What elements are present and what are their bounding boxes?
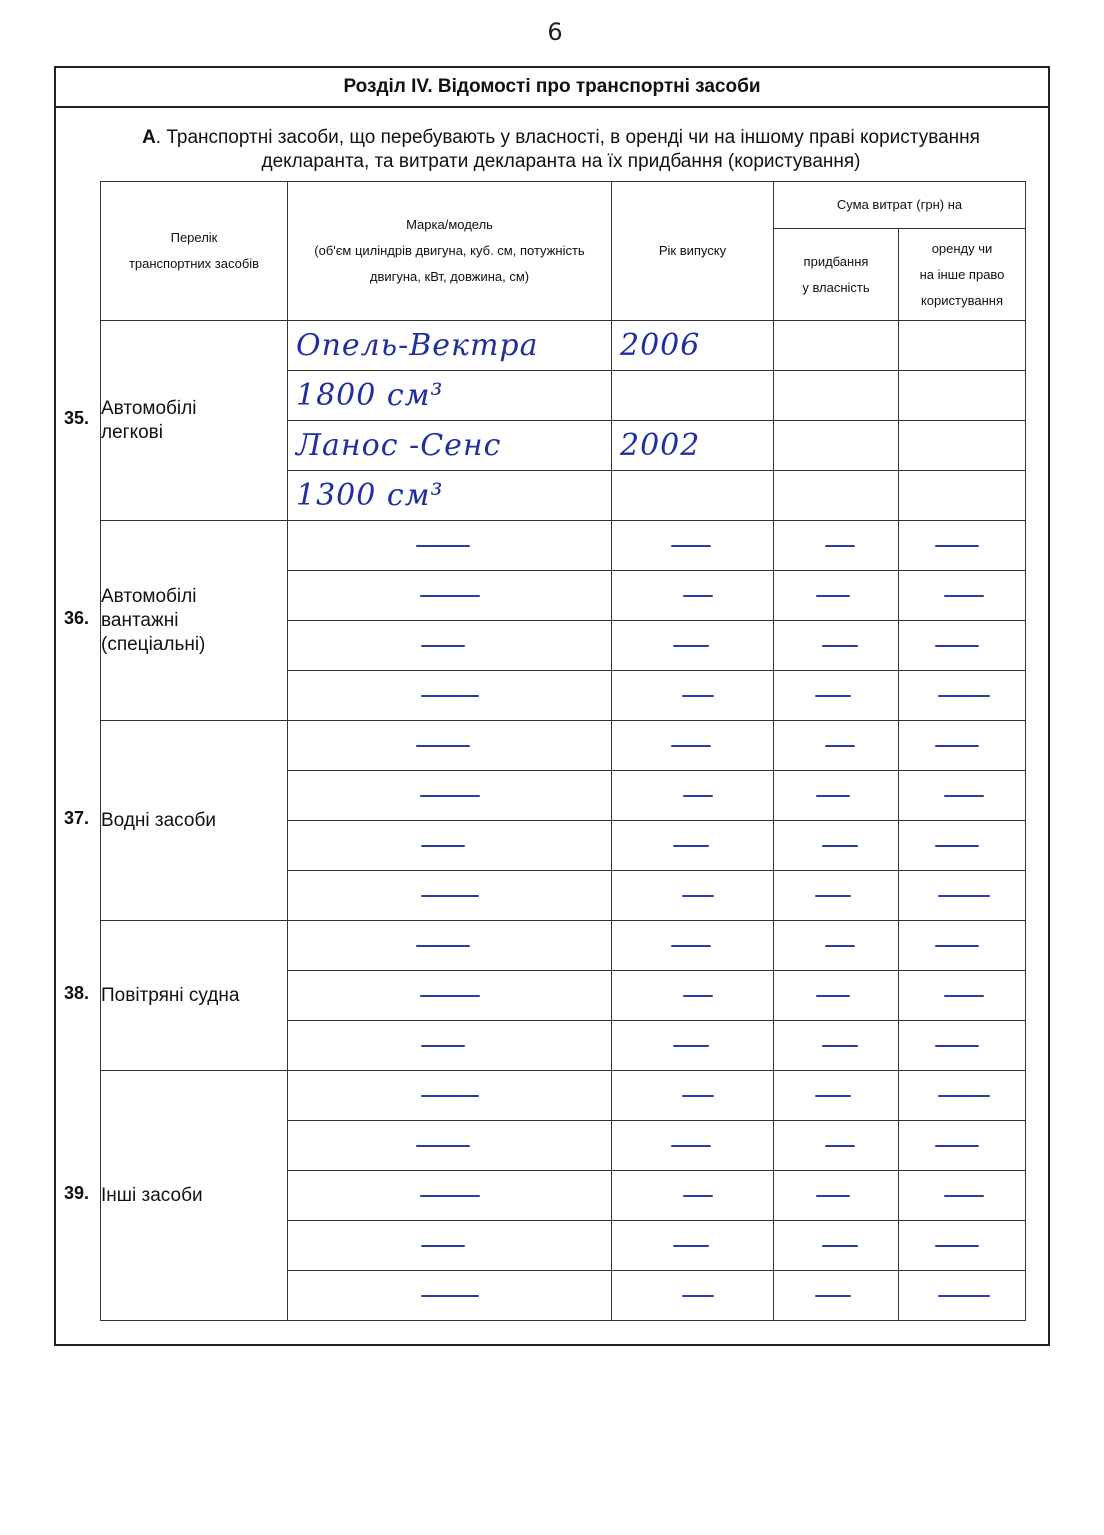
empty-dash-mark (416, 745, 470, 747)
empty-dash-mark (944, 595, 984, 597)
empty-dash-mark (671, 745, 711, 747)
cell-year (612, 1071, 774, 1121)
cell-rent (899, 1171, 1026, 1221)
subtitle-line1: . Транспортні засоби, що перебувають у власності, в оренді чи на іншому праві користування (155, 127, 980, 148)
empty-dash-mark (944, 1195, 984, 1197)
empty-dash-mark (815, 895, 851, 897)
empty-dash-mark (416, 1145, 470, 1147)
header-purchase: придбання у власність (774, 229, 899, 321)
header-year: Рік випуску (612, 182, 774, 321)
cell-rent (899, 471, 1026, 521)
cell-model (288, 721, 612, 771)
category-label: Автомобілі легкові (101, 321, 288, 521)
table-row (101, 721, 1026, 771)
cell-purchase (774, 721, 899, 771)
empty-dash-mark (935, 1245, 979, 1247)
empty-dash-mark (935, 645, 979, 647)
cell-year (612, 971, 774, 1021)
cell-purchase (774, 521, 899, 571)
empty-dash-mark (938, 1095, 990, 1097)
vehicles-table (100, 181, 1026, 1321)
empty-dash-mark (421, 1045, 465, 1047)
cell-rent (899, 521, 1026, 571)
cell-year (612, 771, 774, 821)
cell-model (288, 571, 612, 621)
subtitle-line2: декларанта, та витрати декларанта на їх придбання (користування) (261, 151, 861, 172)
empty-dash-mark (416, 945, 470, 947)
cell-purchase (774, 871, 899, 921)
cell-purchase (774, 1021, 899, 1071)
cell-rent (899, 921, 1026, 971)
empty-dash-mark (825, 545, 855, 547)
cell-model (288, 1221, 612, 1271)
handwritten-model: Опель-Вектра (296, 327, 539, 363)
group-number: 37. (64, 808, 90, 828)
cell-rent (899, 821, 1026, 871)
empty-dash-mark (671, 1145, 711, 1147)
empty-dash-mark (815, 1095, 851, 1097)
cell-rent (899, 421, 1026, 471)
empty-dash-mark (938, 1295, 990, 1297)
empty-dash-mark (671, 545, 711, 547)
cell-purchase (774, 1221, 899, 1271)
cell-purchase (774, 371, 899, 421)
cell-rent (899, 771, 1026, 821)
cell-year (612, 1021, 774, 1071)
cell-rent (899, 1221, 1026, 1271)
empty-dash-mark (682, 1095, 714, 1097)
cell-rent (899, 1121, 1026, 1171)
cell-year (612, 721, 774, 771)
cell-model (288, 621, 612, 671)
cell-rent (899, 621, 1026, 671)
empty-dash-mark (935, 545, 979, 547)
cell-model (288, 321, 612, 371)
empty-dash-mark (816, 595, 850, 597)
empty-dash-mark (816, 795, 850, 797)
group-number: 39. (64, 1183, 90, 1203)
cell-year (612, 421, 774, 471)
group-number: 36. (64, 608, 90, 628)
cell-purchase (774, 921, 899, 971)
category-label: Автомобілі вантажні (спеціальні) (101, 521, 288, 721)
empty-dash-mark (822, 1245, 858, 1247)
empty-dash-mark (944, 995, 984, 997)
cell-year (612, 571, 774, 621)
cell-purchase (774, 671, 899, 721)
empty-dash-mark (673, 1045, 709, 1047)
cell-model (288, 771, 612, 821)
empty-dash-mark (420, 995, 480, 997)
cell-purchase (774, 1171, 899, 1221)
empty-dash-mark (683, 595, 713, 597)
handwritten-year: 2002 (620, 427, 701, 463)
empty-dash-mark (815, 1295, 851, 1297)
empty-dash-mark (421, 695, 479, 697)
cell-purchase (774, 1071, 899, 1121)
empty-dash-mark (682, 695, 714, 697)
empty-dash-mark (420, 795, 480, 797)
subtitle-letter: А (142, 127, 156, 148)
empty-dash-mark (416, 545, 470, 547)
cell-rent (899, 721, 1026, 771)
handwritten-model: 1800 см³ (296, 377, 444, 413)
header-expenses: Сума витрат (грн) на (774, 182, 1026, 229)
cell-purchase (774, 321, 899, 371)
empty-dash-mark (673, 645, 709, 647)
cell-year (612, 921, 774, 971)
empty-dash-mark (683, 995, 713, 997)
cell-model (288, 921, 612, 971)
category-label: Повітряні судна (101, 921, 288, 1071)
cell-year (612, 321, 774, 371)
section-subtitle (96, 126, 1026, 174)
empty-dash-mark (683, 795, 713, 797)
handwritten-model: 1300 см³ (296, 477, 444, 513)
empty-dash-mark (935, 1145, 979, 1147)
empty-dash-mark (825, 1145, 855, 1147)
cell-model (288, 821, 612, 871)
group-number: 38. (64, 983, 90, 1003)
cell-model (288, 1071, 612, 1121)
cell-year (612, 871, 774, 921)
cell-model (288, 371, 612, 421)
cell-model (288, 1171, 612, 1221)
page-number: 6 (547, 18, 563, 46)
empty-dash-mark (935, 745, 979, 747)
handwritten-model: Ланос -Сенс (296, 427, 502, 463)
empty-dash-mark (421, 895, 479, 897)
group-number: 35. (64, 408, 90, 428)
empty-dash-mark (671, 945, 711, 947)
category-label: Інші засоби (101, 1071, 288, 1321)
empty-dash-mark (944, 795, 984, 797)
cell-year (612, 1221, 774, 1271)
table-row (101, 321, 1026, 371)
cell-model (288, 671, 612, 721)
table-row (101, 921, 1026, 971)
table-row (101, 1071, 1026, 1121)
table-row (101, 521, 1026, 571)
vehicles-body (101, 321, 1026, 1321)
cell-model (288, 871, 612, 921)
empty-dash-mark (421, 1295, 479, 1297)
empty-dash-mark (421, 645, 465, 647)
cell-rent (899, 1021, 1026, 1071)
handwritten-year: 2006 (620, 327, 701, 363)
cell-year (612, 1271, 774, 1321)
header-list: Перелік транспортних засобів (101, 182, 288, 321)
cell-model (288, 471, 612, 521)
cell-year (612, 471, 774, 521)
cell-model (288, 1121, 612, 1171)
category-label: Водні засоби (101, 721, 288, 921)
empty-dash-mark (935, 845, 979, 847)
section-title: Розділ IV. Відомості про транспортні засоби (56, 68, 1048, 108)
cell-purchase (774, 1121, 899, 1171)
empty-dash-mark (673, 1245, 709, 1247)
cell-purchase (774, 621, 899, 671)
cell-purchase (774, 771, 899, 821)
empty-dash-mark (825, 745, 855, 747)
empty-dash-mark (421, 1245, 465, 1247)
empty-dash-mark (816, 995, 850, 997)
cell-year (612, 821, 774, 871)
cell-purchase (774, 821, 899, 871)
empty-dash-mark (673, 845, 709, 847)
cell-year (612, 521, 774, 571)
cell-rent (899, 371, 1026, 421)
cell-model (288, 1021, 612, 1071)
empty-dash-mark (825, 945, 855, 947)
empty-dash-mark (935, 1045, 979, 1047)
cell-purchase (774, 571, 899, 621)
empty-dash-mark (420, 595, 480, 597)
cell-rent (899, 321, 1026, 371)
empty-dash-mark (822, 645, 858, 647)
cell-rent (899, 971, 1026, 1021)
empty-dash-mark (421, 1095, 479, 1097)
cell-year (612, 671, 774, 721)
empty-dash-mark (421, 845, 465, 847)
empty-dash-mark (682, 895, 714, 897)
cell-rent (899, 671, 1026, 721)
header-rent: оренду чи на інше право користування (899, 229, 1026, 321)
cell-year (612, 1171, 774, 1221)
cell-rent (899, 571, 1026, 621)
empty-dash-mark (822, 845, 858, 847)
cell-purchase (774, 471, 899, 521)
empty-dash-mark (683, 1195, 713, 1197)
empty-dash-mark (682, 1295, 714, 1297)
empty-dash-mark (816, 1195, 850, 1197)
cell-rent (899, 1271, 1026, 1321)
cell-purchase (774, 971, 899, 1021)
empty-dash-mark (938, 695, 990, 697)
empty-dash-mark (815, 695, 851, 697)
empty-dash-mark (822, 1045, 858, 1047)
cell-year (612, 1121, 774, 1171)
cell-purchase (774, 1271, 899, 1321)
cell-purchase (774, 421, 899, 471)
cell-rent (899, 1071, 1026, 1121)
cell-model (288, 421, 612, 471)
cell-model (288, 521, 612, 571)
cell-model (288, 971, 612, 1021)
cell-year (612, 621, 774, 671)
header-model: Марка/модель (об'єм циліндрів двигуна, куб. см, потужність двигуна, кВт, довжина, см) (288, 182, 612, 321)
empty-dash-mark (420, 1195, 480, 1197)
empty-dash-mark (938, 895, 990, 897)
cell-model (288, 1271, 612, 1321)
empty-dash-mark (935, 945, 979, 947)
cell-year (612, 371, 774, 421)
cell-rent (899, 871, 1026, 921)
